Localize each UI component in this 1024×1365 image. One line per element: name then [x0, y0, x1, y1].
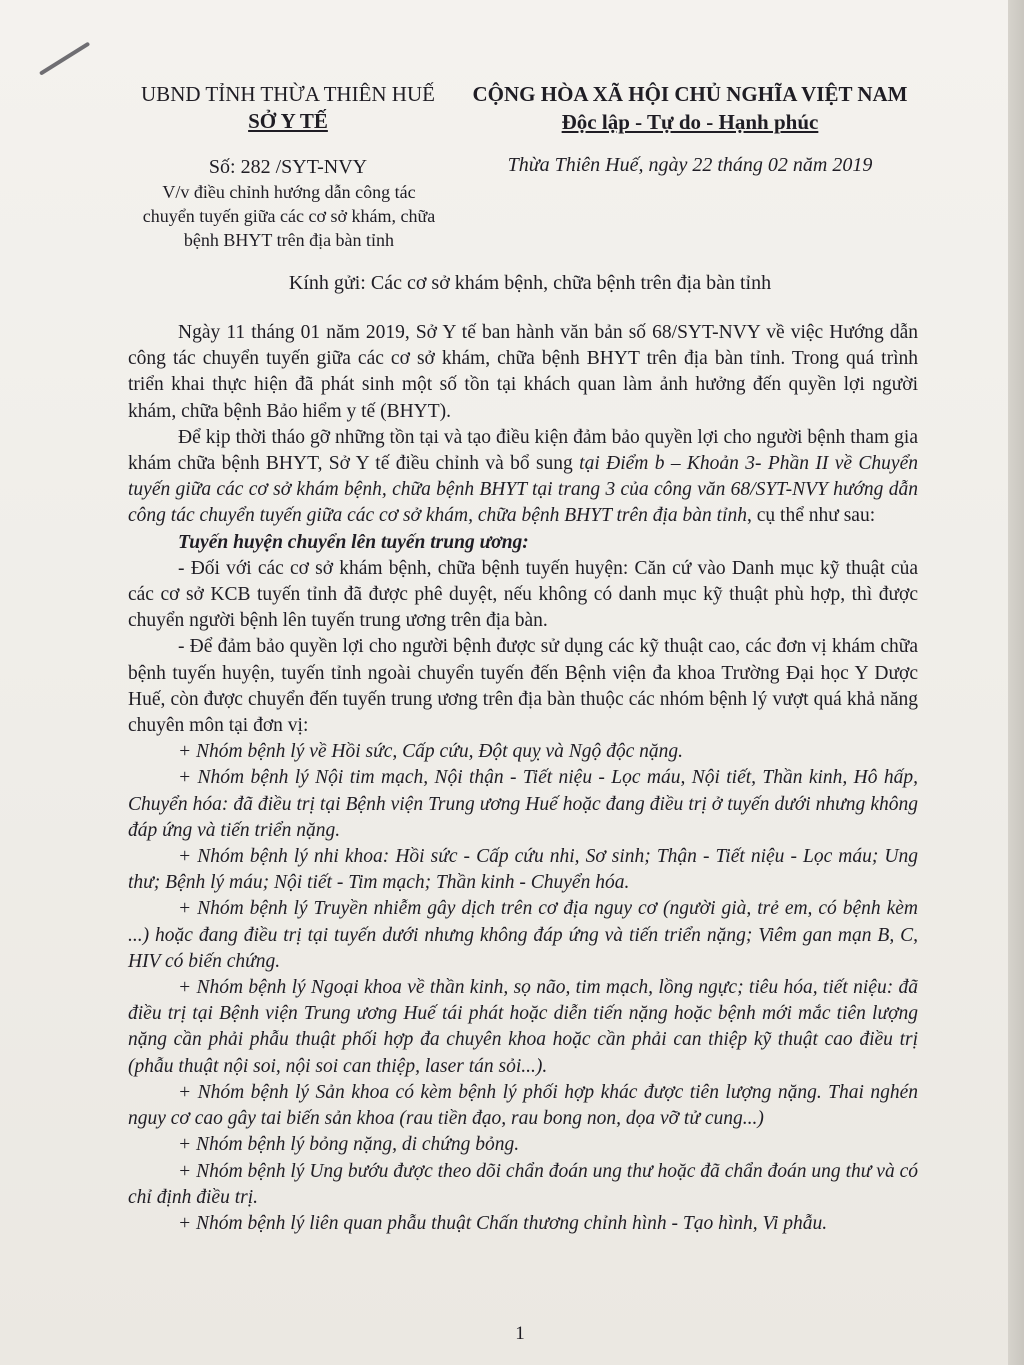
list-item: + Nhóm bệnh lý Truyền nhiễm gây dịch trên cơ địa nguy cơ (người già, trẻ em, có bệnh kèm ...) hoặc đang điều trị tại tuyến dưới nhưng không đáp ứng và tiến triển nặng; Viêm gan mạn B, C, HIV có biến chứng.	[128, 898, 918, 972]
list-item: + Nhóm bệnh lý Nội tim mạch, Nội thận - Tiết niệu - Lọc máu, Nội tiết, Thần kinh, Hô hấp, Chuyển hóa: đã điều trị tại Bệnh viện Trung ương Huế hoặc đang điều trị ở tuyến dưới nhưng không đáp ứng và tiến triển nặng.	[128, 767, 918, 841]
list-item: + Nhóm bệnh lý liên quan phẫu thuật Chấn thương chỉnh hình - Tạo hình, Vi phẫu.	[178, 1212, 828, 1234]
amendment-reference: tại Điểm b – Khoản 3- Phần II về Chuyển tuyến giữa các cơ sở khám bệnh, chữa bệnh BHYT tại trang 3 của công văn 68/SYT-NVY hướng dẫn công tác chuyển tuyến giữa các cơ sở khám, chữa bệnh BHYT trên địa bàn tỉnh	[128, 453, 918, 527]
section-heading: Tuyến huyện chuyển lên tuyến trung ương:	[178, 531, 529, 553]
issuing-authority	[108, 80, 468, 134]
list-item: + Nhóm bệnh lý nhi khoa: Hồi sức - Cấp cứu nhi, Sơ sinh; Thận - Tiết niệu - Lọc máu; Ung thư; Bệnh lý máu; Nội tiết - Tim mạch; Thần kinh - Chuyển hóa.	[128, 846, 918, 894]
national-motto: Độc lập - Tự do - Hạnh phúc	[561, 110, 819, 134]
subject-line: chuyển tuyến giữa các cơ sở khám, chữa	[142, 206, 436, 226]
paragraph-district: - Đối với các cơ sở khám bệnh, chữa bệnh tuyến huyện: Căn cứ vào Danh mục kỹ thuật của các cơ sở KCB tuyến tỉnh đã được phê duyệt, nếu không có danh mục kỹ thuật phù hợp, thì được chuyển người bệnh lên tuyến trung ương trên địa bàn.	[128, 557, 918, 632]
paragraph-high-tech: - Để đảm bảo quyền lợi cho người bệnh được sử dụng các kỹ thuật cao, các đơn vị khám chữa bệnh tuyến huyện, tuyến tỉnh ngoài chuyển tuyến đến Bệnh viện đa khoa Trường Đại học Y Dược Huế, còn được chuyển đến tuyến trung ương trên địa bàn thuộc các nhóm bệnh lý vượt quá khả năng chuyên môn tại đơn vị:	[128, 636, 918, 737]
paragraph-intro: Ngày 11 tháng 01 năm 2019, Sở Y tế ban hành văn bản số 68/SYT-NVY về việc Hướng dẫn công tác chuyển tuyến giữa các cơ sở khám, chữa bệnh BHYT trên địa bàn tỉnh. Trong quá trình triển khai thực hiện đã phát sinh một số tồn tại khách quan làm ảnh hưởng đến quyền lợi người khám, chữa bệnh Bảo hiểm y tế (BHYT).	[128, 322, 918, 422]
recipient-line: Kính gửi: Các cơ sở khám bệnh, chữa bệnh trên địa bàn tỉnh	[288, 272, 772, 294]
list-item: + Nhóm bệnh lý Sản khoa có kèm bệnh lý phối hợp khác được tiên lượng nặng. Thai nghén nguy cơ cao gây tai biến sản khoa (rau tiền đạo, rau bong non, dọa vỡ tử cung...)	[128, 1081, 918, 1130]
subject-line: bệnh BHYT trên địa bàn tỉnh	[183, 230, 395, 250]
subject-line: V/v điều chỉnh hướng dẫn công tác	[162, 182, 416, 202]
national-heading	[460, 80, 920, 136]
list-item: + Nhóm bệnh lý về Hồi sức, Cấp cứu, Đột quỵ và Ngộ độc nặng.	[178, 741, 684, 763]
department-name: SỞ Y TẾ	[248, 109, 328, 133]
place-and-date: Thừa Thiên Huế, ngày 22 tháng 02 năm 2019	[507, 154, 873, 176]
list-item: + Nhóm bệnh lý bỏng nặng, di chứng bỏng.	[178, 1134, 520, 1156]
amendment-lead: Để kịp thời tháo gỡ những tồn tại và tạo điều kiện đảm bảo quyền lợi cho người bệnh tham gia khám chữa bệnh BHYT, Sở Y tế điều chỉnh và bổ sung	[128, 426, 918, 475]
page-edge-shadow	[1008, 0, 1024, 1365]
document-body	[128, 320, 918, 1237]
list-item: + Nhóm bệnh lý Ngoại khoa về thần kinh, sọ não, tim mạch, lồng ngực; tiêu hóa, tiết niệu: đã điều trị tại Bệnh viện Trung ương Huế tái phát hoặc diễn tiến nặng hoặc bệnh mới mắc tiên lượng nặng cần phải phẫu thuật phối hợp đa chuyên khoa hoặc cần phải can thiệp kỹ thuật cao điều trị (phẫu thuật nội soi, nội soi can thiệp, laser tán sỏi...).	[128, 977, 918, 1077]
document-subject	[104, 180, 474, 252]
authority-name: UBND TỈNH THỪA THIÊN HUẾ	[141, 82, 435, 106]
nation-name: CỘNG HÒA XÃ HỘI CHỦ NGHĨA VIỆT NAM	[472, 82, 908, 106]
list-item: + Nhóm bệnh lý Ung bướu được theo dõi chẩn đoán ung thư hoặc đã chẩn đoán ung thư và có chỉ định điều trị.	[128, 1160, 918, 1208]
document-number: Số: 282 /SYT-NVY	[208, 156, 368, 178]
amendment-tail: , cụ thể như sau:	[747, 505, 876, 527]
page-number: 1	[515, 1323, 525, 1344]
paragraph-amendment	[128, 425, 918, 530]
